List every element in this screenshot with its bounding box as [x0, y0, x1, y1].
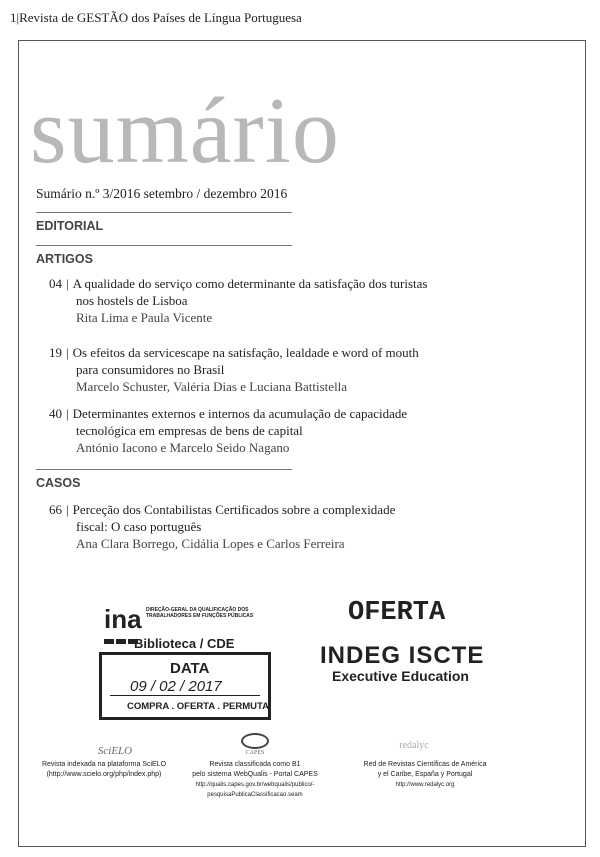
- ina-subtitle: DIREÇÃO-GERAL DA QUALIFICAÇÃO DOS TRABALHADORES EM FUNÇÕES PÚBLICAS: [146, 607, 254, 619]
- article-title-cont: nos hostels de Lisboa: [76, 293, 188, 308]
- oferta-stamp: OFERTA: [348, 598, 446, 628]
- article-authors: Marcelo Schuster, Valéria Dias e Luciana Battistella: [76, 379, 348, 394]
- article-authors: Ana Clara Borrego, Cidália Lopes e Carlos Ferreira: [76, 536, 345, 551]
- article-title-cont: fiscal: O caso português: [76, 519, 202, 534]
- article-title-cont: para consumidores no Brasil: [76, 362, 225, 377]
- toc-entry[interactable]: 19 | Os efeitos da servicescape na satisfação, lealdade e word of mouth para consumidores no Brasil Marcelo Schuster, Valéria Dias e Luciana Battistella: [36, 344, 556, 395]
- page-number: 04: [49, 276, 62, 291]
- issue-subtitle: Sumário n.º 3/2016 setembro / dezembro 2016: [36, 186, 288, 201]
- page-number: 19: [49, 345, 62, 360]
- divider: [36, 212, 292, 213]
- capes-link[interactable]: http://qualis.capes.gov.br/webqualis/publico/- pesquisaPublicaClassificacao.seam: [195, 782, 315, 798]
- indeg-iscte-logo: INDEG ISCTE: [320, 642, 485, 669]
- scielo-logo: SciELO: [97, 745, 133, 757]
- redalyc-logo: redalyc: [399, 740, 429, 751]
- page-number: 40: [49, 406, 62, 421]
- article-title: Perceção dos Contabilistas Certificados sobre a complexidade: [72, 502, 396, 517]
- stamp-data-label: DATA: [170, 660, 210, 677]
- running-head: 1|Revista de GESTÃO dos Países de Língua Portuguesa: [10, 10, 302, 25]
- ina-logo: ina: [104, 604, 142, 634]
- page-title: sumário: [30, 79, 340, 183]
- page-number: 66: [49, 502, 62, 517]
- toc-entry[interactable]: 40 | Determinantes externos e internos da acumulação de capacidade tecnológica em empresas de bens de capital António Iacono e Marcelo Seido Nagano: [36, 405, 556, 456]
- redalyc-info: Red de Revistas Científicas de América y el Caribe, España y Portugal http://www.redalyc.org: [345, 760, 505, 790]
- article-title: Os efeitos da servicescape na satisfação, lealdade e word of mouth: [72, 345, 419, 360]
- toc-entry[interactable]: 66 | Perceção dos Contabilistas Certificados sobre a complexidade fiscal: O caso português Ana Clara Borrego, Cidália Lopes e Carlos Ferreira: [36, 501, 556, 552]
- scielo-info: Revista indexada na plataforma SciELO (http://www.scielo.org/php/index.php): [24, 760, 184, 780]
- divider: [36, 245, 292, 246]
- stamp-biblioteca: Biblioteca / CDE: [134, 636, 235, 651]
- stamp-compra: COMPRA . OFERTA . PERMUTA: [127, 701, 269, 712]
- section-casos: CASOS: [36, 476, 81, 490]
- article-authors: Rita Lima e Paula Vicente: [76, 310, 213, 325]
- article-authors: António Iacono e Marcelo Seido Nagano: [76, 440, 290, 455]
- capes-info: Revista classificada como B1 pelo sistema WebQualis - Portal CAPES http://qualis.capes.gov.br/webqualis/publico/- pesquisaPublicaClassificacao.seam: [175, 760, 335, 800]
- article-title: Determinantes externos e internos da acumulação de capacidade: [72, 406, 408, 421]
- redalyc-link[interactable]: http://www.redalyc.org: [395, 782, 455, 788]
- stamp-date: 09 / 02 / 2017: [130, 678, 222, 695]
- capes-icon: [241, 733, 269, 749]
- stamp-divider: [110, 695, 260, 696]
- article-title-cont: tecnológica em empresas de bens de capital: [76, 423, 303, 438]
- scielo-link[interactable]: (http://www.scielo.org/php/index.php): [46, 771, 162, 778]
- divider: [36, 469, 292, 470]
- section-editorial: EDITORIAL: [36, 219, 104, 233]
- capes-logo: CAPES: [245, 750, 265, 756]
- article-title: A qualidade do serviço como determinante da satisfação dos turistas: [72, 276, 428, 291]
- section-artigos: ARTIGOS: [36, 252, 93, 266]
- toc-entry[interactable]: 04 | A qualidade do serviço como determinante da satisfação dos turistas nos hostels de Lisboa Rita Lima e Paula Vicente: [36, 275, 556, 326]
- executive-education: Executive Education: [332, 668, 469, 684]
